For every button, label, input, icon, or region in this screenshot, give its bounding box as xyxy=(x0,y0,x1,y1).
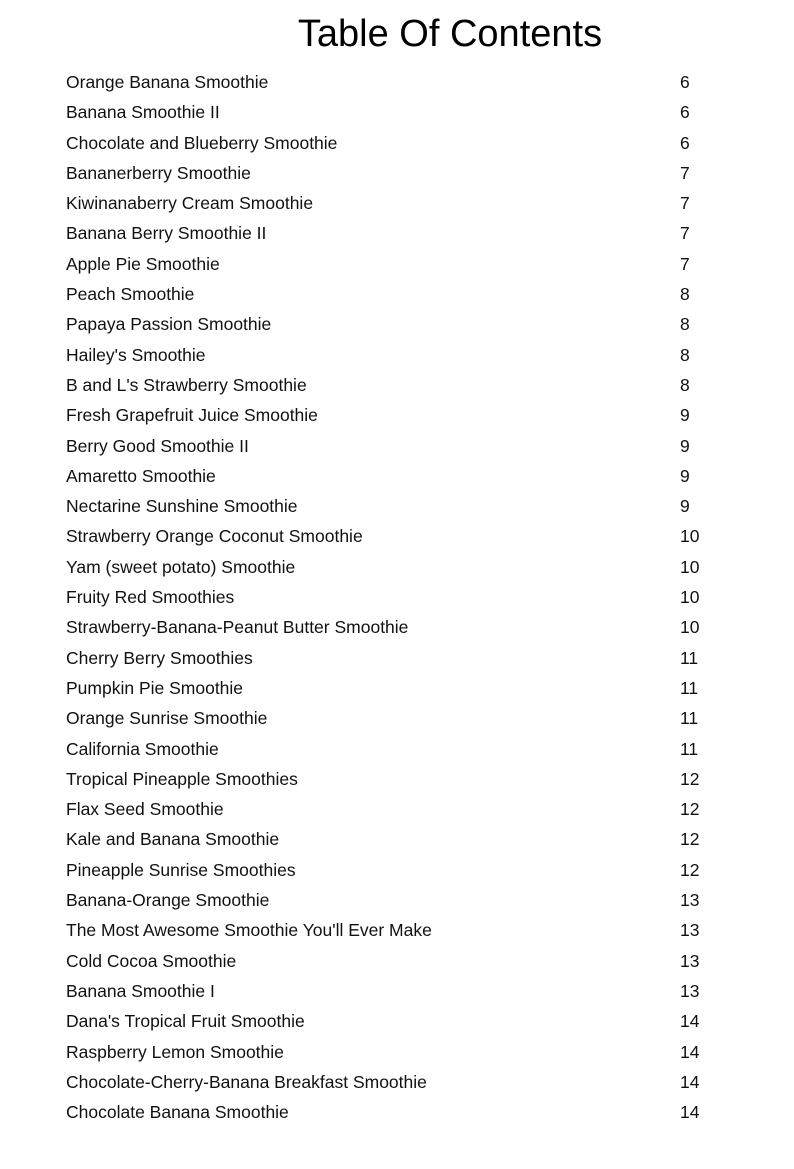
toc-entry-row xyxy=(66,97,726,127)
toc-entry-title: Nectarine Sunshine Smoothie xyxy=(66,496,298,517)
toc-entry-page-number: 13 xyxy=(680,980,700,1001)
toc-entry-page-number: 12 xyxy=(680,768,700,789)
toc-entry-page-number: 14 xyxy=(680,1041,700,1062)
toc-entry-title: Yam (sweet potato) Smoothie xyxy=(66,556,296,577)
toc-entry-page-number: 12 xyxy=(680,829,700,850)
toc-entry-page-number: 10 xyxy=(680,587,700,608)
toc-entry-title: Pineapple Sunrise Smoothies xyxy=(66,859,296,880)
toc-entry-row xyxy=(66,794,726,824)
toc-entry-row xyxy=(66,370,726,400)
toc-entry-row xyxy=(66,188,726,218)
toc-entry-row xyxy=(66,612,726,642)
toc-entry-row xyxy=(66,1037,726,1067)
toc-entry-title: Banana Berry Smoothie II xyxy=(66,223,267,244)
toc-entry-page-number: 9 xyxy=(680,405,690,426)
toc-entry-page-number: 11 xyxy=(680,708,699,729)
toc-entry-row xyxy=(66,461,726,491)
toc-entry-row xyxy=(66,249,726,279)
toc-entry-title: Peach Smoothie xyxy=(66,284,195,305)
toc-entry-row xyxy=(66,218,726,248)
toc-entry-title: Strawberry Orange Coconut Smoothie xyxy=(66,526,363,547)
toc-entry-title: Berry Good Smoothie II xyxy=(66,435,249,456)
toc-entry-title: Cherry Berry Smoothies xyxy=(66,647,253,668)
toc-entry-page-number: 7 xyxy=(680,253,690,274)
toc-entry-page-number: 6 xyxy=(680,102,690,123)
toc-entry-row xyxy=(66,885,726,915)
toc-entry-title: The Most Awesome Smoothie You'll Ever Make xyxy=(66,920,432,941)
toc-entry-page-number: 14 xyxy=(680,1071,700,1092)
toc-entry-page-number: 10 xyxy=(680,526,700,547)
toc-entry-page-number: 12 xyxy=(680,799,700,820)
toc-entry-row xyxy=(66,1097,726,1127)
toc-entry-row xyxy=(66,673,726,703)
toc-entry-page-number: 9 xyxy=(680,435,690,456)
toc-entry-title: Banana-Orange Smoothie xyxy=(66,890,270,911)
toc-entry-row xyxy=(66,128,726,158)
toc-entry-page-number: 8 xyxy=(680,284,690,305)
toc-entry-row xyxy=(66,976,726,1006)
toc-entry-title: B and L's Strawberry Smoothie xyxy=(66,374,307,395)
toc-entry-page-number: 6 xyxy=(680,132,690,153)
toc-entry-page-number: 11 xyxy=(680,647,699,668)
toc-entry-row xyxy=(66,309,726,339)
toc-entry-page-number: 11 xyxy=(680,738,699,759)
toc-entry-row xyxy=(66,491,726,521)
toc-entry-page-number: 8 xyxy=(680,314,690,335)
toc-entry-title: Kiwinanaberry Cream Smoothie xyxy=(66,193,314,214)
toc-entry-title: Tropical Pineapple Smoothies xyxy=(66,768,298,789)
toc-entry-title: Pumpkin Pie Smoothie xyxy=(66,677,244,698)
toc-entry-title: Banana Smoothie II xyxy=(66,102,220,123)
toc-entry-row xyxy=(66,824,726,854)
toc-entry-page-number: 6 xyxy=(680,72,690,92)
toc-entry-row xyxy=(66,279,726,309)
toc-entry-row xyxy=(66,1067,726,1097)
toc-entry-title: Dana's Tropical Fruit Smoothie xyxy=(66,1011,305,1032)
toc-entry-title: Strawberry-Banana-Peanut Butter Smoothie xyxy=(66,617,409,638)
toc-entry-row xyxy=(66,1006,726,1036)
toc-entry-row xyxy=(66,431,726,461)
toc-entry-page-number: 13 xyxy=(680,920,700,941)
toc-entry-page-number: 7 xyxy=(680,223,690,244)
toc-entry-page-number: 7 xyxy=(680,162,690,183)
toc-entry-title: Kale and Banana Smoothie xyxy=(66,829,280,850)
toc-entry-page-number: 8 xyxy=(680,374,690,395)
toc-entry-title: California Smoothie xyxy=(66,738,219,759)
toc-entry-title: Bananerberry Smoothie xyxy=(66,162,251,183)
toc-entry-row xyxy=(66,158,726,188)
toc-entry-title: Cold Cocoa Smoothie xyxy=(66,950,237,971)
toc-entry-page-number: 8 xyxy=(680,344,690,365)
toc-entry-page-number: 7 xyxy=(680,193,690,214)
toc-entry-title: Flax Seed Smoothie xyxy=(66,799,224,820)
toc-entry-row xyxy=(66,521,726,551)
toc-entry-title: Orange Banana Smoothie xyxy=(66,72,269,92)
toc-entry-title: Chocolate-Cherry-Banana Breakfast Smoothie xyxy=(66,1071,427,1092)
toc-entry-title: Chocolate and Blueberry Smoothie xyxy=(66,132,338,153)
toc-entry-title: Banana Smoothie I xyxy=(66,980,215,1001)
toc-entry-title: Hailey's Smoothie xyxy=(66,344,206,365)
toc-entry-title: Fresh Grapefruit Juice Smoothie xyxy=(66,405,318,426)
toc-entry-page-number: 12 xyxy=(680,859,700,880)
toc-entry-row xyxy=(66,946,726,976)
toc-entry-row xyxy=(66,643,726,673)
toc-entry-row xyxy=(66,340,726,370)
toc-entry-row xyxy=(66,915,726,945)
toc-entry-page-number: 9 xyxy=(680,465,690,486)
toc-entry-row xyxy=(66,67,726,97)
toc-entry-row xyxy=(66,764,726,794)
toc-entry-title: Fruity Red Smoothies xyxy=(66,587,235,608)
toc-entry-row xyxy=(66,552,726,582)
toc-list xyxy=(66,67,726,1127)
page-title: Table Of Contents xyxy=(297,13,603,55)
toc-entry-row xyxy=(66,400,726,430)
toc-entry-page-number: 13 xyxy=(680,950,700,971)
toc-entry-row xyxy=(66,703,726,733)
toc-entry-page-number: 10 xyxy=(680,556,700,577)
toc-entry-page-number: 9 xyxy=(680,496,690,517)
toc-entry-page-number: 10 xyxy=(680,617,700,638)
toc-entry-title: Amaretto Smoothie xyxy=(66,465,216,486)
toc-entry-page-number: 14 xyxy=(680,1102,700,1123)
toc-entry-title: Papaya Passion Smoothie xyxy=(66,314,272,335)
toc-entry-row xyxy=(66,734,726,764)
toc-entry-page-number: 14 xyxy=(680,1011,700,1032)
toc-entry-title: Orange Sunrise Smoothie xyxy=(66,708,268,729)
toc-entry-row xyxy=(66,855,726,885)
toc-entry-title: Chocolate Banana Smoothie xyxy=(66,1102,289,1123)
toc-entry-page-number: 11 xyxy=(680,677,699,698)
toc-entry-title: Raspberry Lemon Smoothie xyxy=(66,1041,284,1062)
toc-entry-page-number: 13 xyxy=(680,890,700,911)
toc-entry-title: Apple Pie Smoothie xyxy=(66,253,220,274)
toc-entry-row xyxy=(66,582,726,612)
